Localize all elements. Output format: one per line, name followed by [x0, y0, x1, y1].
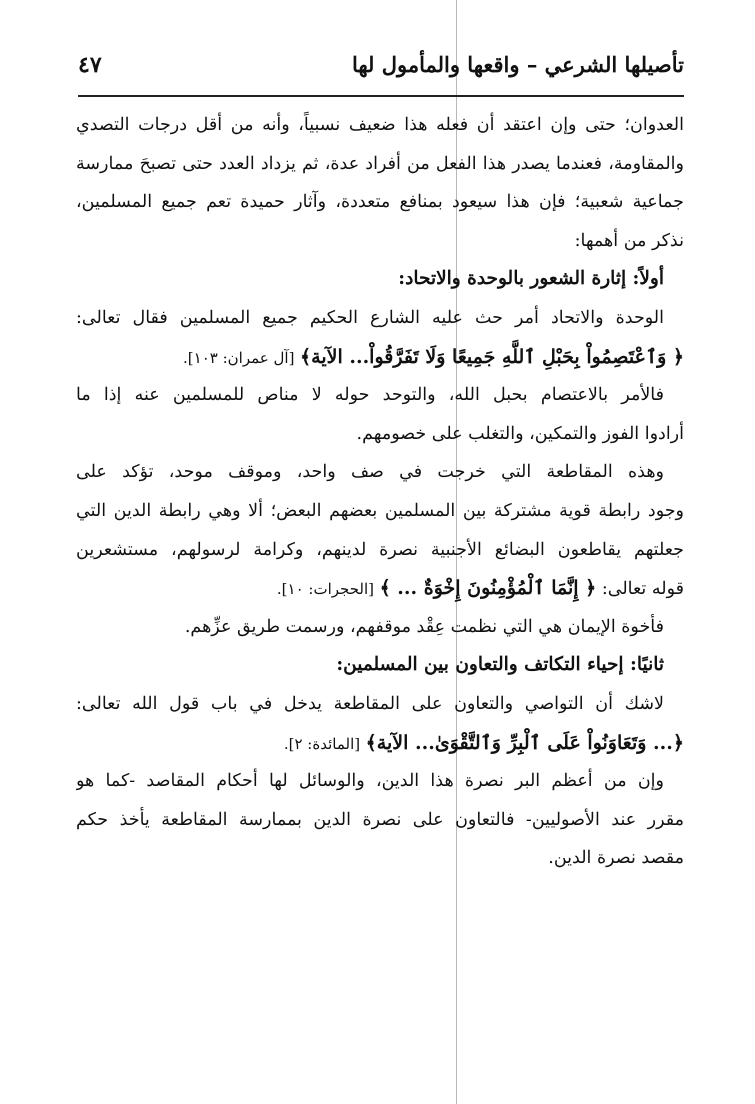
text-line: العدوان؛ حتى وإن اعتقد أن فعله هذا ضعيف نسبياً، وأنه من أقل درجات التصدي: [76, 115, 684, 135]
verse-reference: [آل عمران: ١٠٣].: [183, 348, 295, 367]
running-header: [78, 48, 684, 88]
section-heading-second: ثانيًا: إحياء التكاتف والتعاون بين المسلمين:: [336, 654, 664, 676]
text-line: أرادوا الفوز والتمكين، والتغلب على خصومهم.: [356, 423, 684, 444]
verse-reference: [المائدة: ٢].: [283, 734, 361, 753]
text-line: مقرر عند الأصوليين- فالتعاون على نصرة الدين بممارسة المقاطعة يأخذ حكم: [76, 809, 684, 830]
text-line: والمقاومة، فعندما يصدر هذا الفعل من أفراد عدة، ثم يزداد العدد حتى تصبحَ ممارسة: [76, 153, 684, 174]
text-line: نذكر من أهمها:: [574, 230, 684, 251]
text-line: مقصد نصرة الدين.: [548, 848, 684, 869]
quran-verse-line: [76, 569, 684, 608]
section-heading-first: أولاً: إثارة الشعور بالوحدة والاتحاد:: [398, 268, 664, 290]
page-number: ٤٧: [78, 52, 102, 78]
quran-verse: ﴿ وَٱعْتَصِمُواْ بِحَبْلِ ٱللَّهِ جَمِيعًا وَلَا تَفَرَّقُواْ... الآية﴾: [300, 345, 684, 368]
text-line: جماعية شعبية؛ فإن هذا سيعود بمنافع متعددة، وآثار حميدة تعم جميع المسلمين،: [76, 192, 684, 213]
text-line: وإن من أعظم البر نصرة هذا الدين، والوسائل لها أحكام المقاصد -كما هو: [76, 771, 664, 792]
quran-verse: ﴿ إِنَّمَا ٱلْمُؤْمِنُونَ إِخْوَةٌ ... ﴾: [379, 577, 597, 600]
body-text: [76, 106, 684, 878]
header-rule: [78, 95, 684, 97]
text-line: فالأمر بالاعتصام بحبل الله، والتوحد حوله لا مناص للمسلمين عنه إذا ما: [76, 385, 664, 406]
text-line: فأخوة الإيمان هي التي نظمت عِقْد موقفهم، ورسمت طريق عزِّهم.: [184, 616, 664, 637]
verse-reference: [الحجرات: ١٠].: [276, 580, 374, 599]
text-line: وجود رابطة قوية مشتركة بين المسلمين بعضهم البعض؛ ألا وهي رابطة الدين التي: [76, 500, 684, 521]
quran-verse-line: [76, 338, 684, 377]
header-title: تأصيلها الشرعي – واقعها والمأمول لها: [351, 52, 684, 77]
text-line: وهذه المقاطعة التي خرجت في صف واحد، وموقف موحد، تؤكد على: [76, 462, 664, 483]
verse-intro: قوله تعالى:: [596, 579, 684, 600]
text-line: لاشك أن التواصي والتعاون على المقاطعة يدخل في باب قول الله تعالى:: [76, 693, 664, 714]
quran-verse-line: [76, 724, 684, 763]
quran-verse: ﴿... وَتَعَاوَنُواْ عَلَى ٱلْبِرِّ وَٱلتَّقْوَىٰ... الآية﴾: [365, 731, 684, 754]
text-line: الوحدة والاتحاد أمر حث عليه الشارع الحكيم جميع المسلمين فقال تعالى:: [76, 307, 664, 328]
text-line: جعلتهم يقاطعون البضائع الأجنبية نصرة لدينهم، وكرامة لرسولهم، مستشعرين: [76, 539, 684, 560]
